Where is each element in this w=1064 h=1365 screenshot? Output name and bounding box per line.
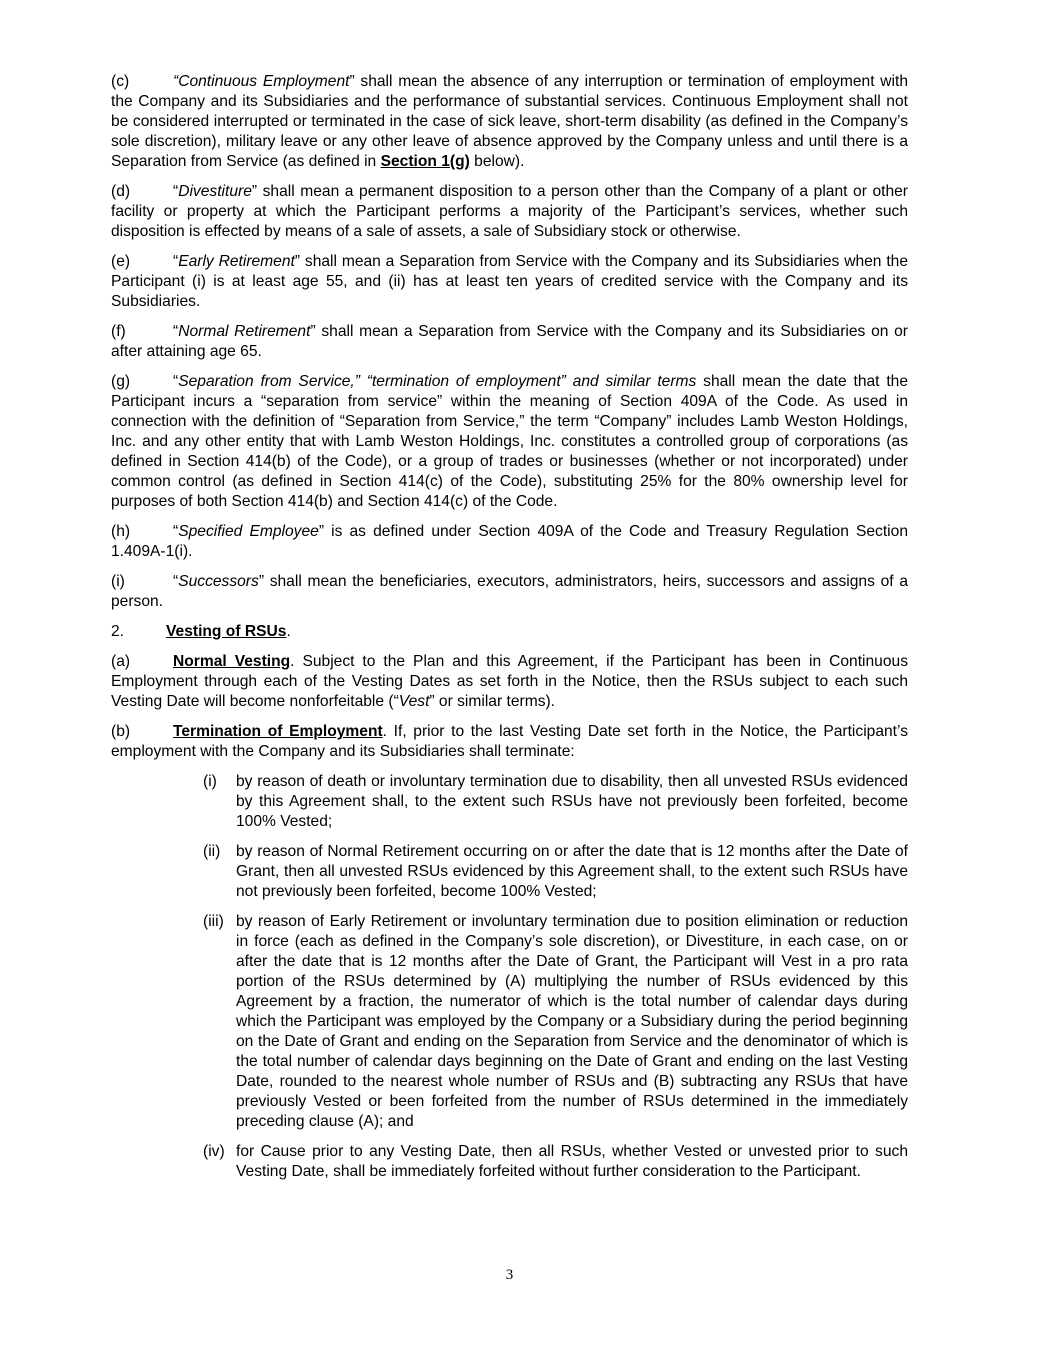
section-2-heading	[111, 622, 908, 642]
paragraph-label: (i)	[111, 573, 125, 590]
defined-term: “Continuous Employment	[173, 73, 350, 90]
paragraph-label: (h)	[111, 523, 131, 540]
paragraph-text: ” or similar terms).	[429, 693, 556, 710]
section-number: 2.	[111, 623, 125, 640]
subitem-ii	[203, 842, 908, 902]
paragraph-text: ” shall mean the absence of any interruption or termination of employment with the Company and its Subsidiaries and the performance of substantial services. Continuous Employment shall not be considered interrupted or terminated in the case of sick leave, short-term disability (as defined in the Company’s sole discretion), military leave or any other leave of absence approved by the Company unless and until there is a Separation from Service (as defined in	[111, 73, 908, 170]
defined-term: Vest	[398, 693, 430, 710]
subitem-text: for Cause prior to any Vesting Date, then all RSUs, whether Vested or unvested prior to such Vesting Date, shall be immediately forfeited without further consideration to the Participant.	[236, 1143, 908, 1180]
subitem-number: (iv)	[203, 1143, 225, 1160]
paragraph-text: . Subject to the Plan and this Agreement, if the Participant has been in Continuous Employment through each of the Vesting Dates as set forth in the Notice, then the RSUs subject to each such Vesting Date will become nonforfeitable (“	[111, 653, 908, 710]
paragraph-text: shall mean the date that the Participant incurs a “separation from service” within the meaning of Section 409A of the Code. As used in connection with the definition of “Separation from Service,” the term “Company” includes Lamb Weston Holdings, Inc. and any other entity that with Lamb Weston Holdings, Inc. constitutes a controlled group of corporations (as defined in Section 414(b) of the Code), or a group of trades or businesses (whether or not incorporated) under common control (as defined in Section 414(c) of the Code), substituting 25% for the 80% ownership level for purposes of both Section 414(b) and Section 414(c) of the Code.	[111, 373, 908, 510]
subitem-text: by reason of death or involuntary termination due to disability, then all unvested RSUs evidenced by this Agreement shall, to the extent such RSUs have not previously been forfeited, become 100% Vested;	[236, 773, 908, 830]
subitem-number: (i)	[203, 773, 217, 790]
section-title: Vesting of RSUs	[166, 623, 287, 640]
definition-h	[111, 522, 908, 562]
paragraph-text: ” shall mean a Separation from Service with the Company and its Subsidiaries on or after attaining age 65.	[111, 323, 908, 360]
definition-f	[111, 322, 908, 362]
open-quote: “	[173, 373, 179, 390]
subitem-iii	[203, 912, 908, 1132]
vesting-a	[111, 652, 908, 712]
subitem-text: by reason of Early Retirement or involuntary termination due to position elimination or reduction in force (each as defined in the Company’s sole discretion), or Divestiture, in each case, on or after the date that is 12 months after the Date of Grant, the Participant will Vest in a pro rata portion of the RSUs determined by (A) multiplying the number of RSUs evidenced by this Agreement by a fraction, the numerator of which is the total number of calendar days during which the Participant was employed by the Company or a Subsidiary during the period beginning on the Date of Grant and ending on the Separation from Service and the denominator of which is the total number of calendar days beginning on the Date of Grant and ending on the last Vesting Date, rounded to the nearest whole number of RSUs and (B) subtracting any RSUs that have previously Vested or been forfeited from the number of RSUs determined in the immediately preceding clause (A); and	[236, 913, 908, 1130]
subsection-heading: Termination of Employment	[173, 723, 383, 740]
open-quote: “	[173, 183, 179, 200]
paragraph-label: (a)	[111, 653, 131, 670]
subsection-heading: Normal Vesting	[173, 653, 291, 670]
open-quote: “	[173, 523, 179, 540]
paragraph-label: (b)	[111, 723, 131, 740]
definition-c	[111, 72, 908, 172]
paragraph-text: below).	[469, 153, 525, 170]
defined-term: Divestiture	[178, 183, 252, 200]
paragraph-text: . If, prior to the last Vesting Date set forth in the Notice, the Participant’s employment with the Company and its Subsidiaries shall terminate:	[111, 723, 908, 760]
paragraph-label: (g)	[111, 373, 131, 390]
subitem-iv	[203, 1142, 908, 1182]
subitem-text: by reason of Normal Retirement occurring on or after the date that is 12 months after the Date of Grant, then all unvested RSUs evidenced by this Agreement shall, to the extent such RSUs have not previously been forfeited, become 100% Vested;	[236, 843, 908, 900]
defined-term: Specified Employee	[178, 523, 319, 540]
section-title-period: .	[286, 623, 291, 640]
paragraph-text: ” shall mean a permanent disposition to a person other than the Company of a plant or other facility or property at which the Participant performs a majority of the Participant’s services, whether such disposition is effected by means of a sale of assets, a sale of Subsidiary stock or otherwise.	[111, 183, 908, 240]
paragraph-text: ” shall mean the beneficiaries, executors, administrators, heirs, successors and assigns of a person.	[111, 573, 908, 610]
subitem-i	[203, 772, 908, 832]
page-number: 3	[505, 1267, 514, 1283]
vesting-b	[111, 722, 908, 762]
defined-term: Successors	[178, 573, 259, 590]
section-reference: Section 1(g)	[380, 153, 470, 170]
open-quote: “	[173, 253, 179, 270]
subitem-number: (iii)	[203, 913, 224, 930]
paragraph-text: ” shall mean a Separation from Service with the Company and its Subsidiaries when the Participant (i) is at least age 55, and (ii) has at least ten years of credited service with the Company and its Subsidiaries.	[111, 253, 909, 310]
paragraph-label: (c)	[111, 73, 130, 90]
open-quote: “	[173, 573, 179, 590]
definition-i	[111, 572, 908, 612]
paragraph-text: ” is as defined under Section 409A of the Code and Treasury Regulation Section 1.409A-1(i).	[111, 523, 908, 560]
definition-d	[111, 182, 908, 242]
subitem-number: (ii)	[203, 843, 221, 860]
definition-e	[111, 252, 908, 312]
paragraph-label: (f)	[111, 323, 126, 340]
defined-term: Early Retirement	[178, 253, 295, 270]
document-body	[111, 72, 908, 1192]
defined-term: Separation from Service,” “termination of employment” and similar terms	[178, 373, 697, 390]
open-quote: “	[173, 323, 179, 340]
defined-term: Normal Retirement	[178, 323, 311, 340]
paragraph-label: (d)	[111, 183, 131, 200]
paragraph-label: (e)	[111, 253, 131, 270]
definition-g	[111, 372, 908, 512]
